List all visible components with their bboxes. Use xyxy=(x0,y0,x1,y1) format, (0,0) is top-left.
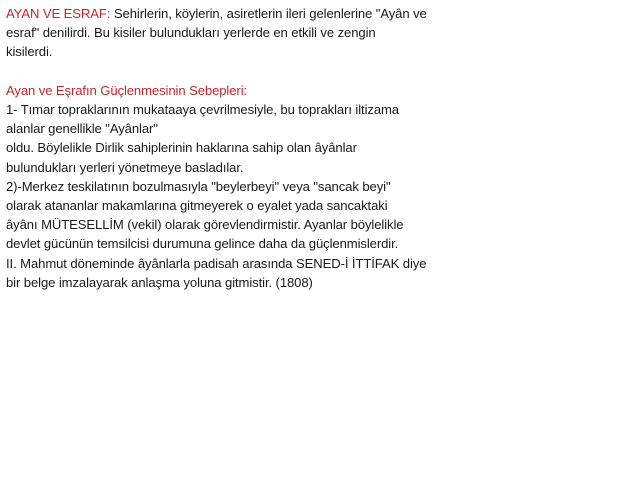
text-body xyxy=(6,4,486,292)
intro-text-1: Sehirlerin, köylerin, asiretlerin ileri gelenlerine "Ayân ve xyxy=(110,6,427,21)
body-line: 2)-Merkez teskilatının bozulmasıyla "beylerbeyi" veya "sancak beyi" xyxy=(6,178,391,194)
body-line: âyânı MÜTESELLİM (vekil) olarak görevlendirmistir. Ayanlar böylelikle xyxy=(6,217,404,233)
section-heading: Ayan ve Eşrafın Güçlenmesinin Sebepleri: xyxy=(6,82,248,98)
body-line: devlet gücünün temsilcisi durumuna gelince daha da güçlenmislerdir. xyxy=(6,236,399,252)
body-line: 1- Tımar topraklarının mukataaya çevrilmesiyle, bu toprakları iltizama xyxy=(6,102,399,117)
body-line: bir belge imzalayarak anlaşma yoluna gitmistir. (1808) xyxy=(6,274,313,290)
intro-line-1 xyxy=(6,4,486,23)
body-line: alanlar genellikle "Ayânlar" xyxy=(6,121,158,137)
spacer xyxy=(6,62,486,81)
body-line: olarak atananlar makamlarına gitmeyerek o eyalet yada sancaktaki xyxy=(6,198,388,214)
body-line: II. Mahmut döneminde âyânlarla padisah arasında SENED-İ İTTİFAK diye xyxy=(6,255,427,271)
intro-heading: AYAN VE ESRAF: xyxy=(6,6,111,21)
intro-line-2: esraf" denilirdi. Bu kisiler bulundukları yerlerde en etkili ve zengin xyxy=(6,25,376,41)
body-line: bulundukları yerleri yönetmeye basladılar. xyxy=(6,159,244,175)
intro-line-3: kisilerdi. xyxy=(6,44,53,60)
body-line: oldu. Böylelikle Dirlik sahiplerinin haklarına sahip olan âyânlar xyxy=(6,140,357,156)
